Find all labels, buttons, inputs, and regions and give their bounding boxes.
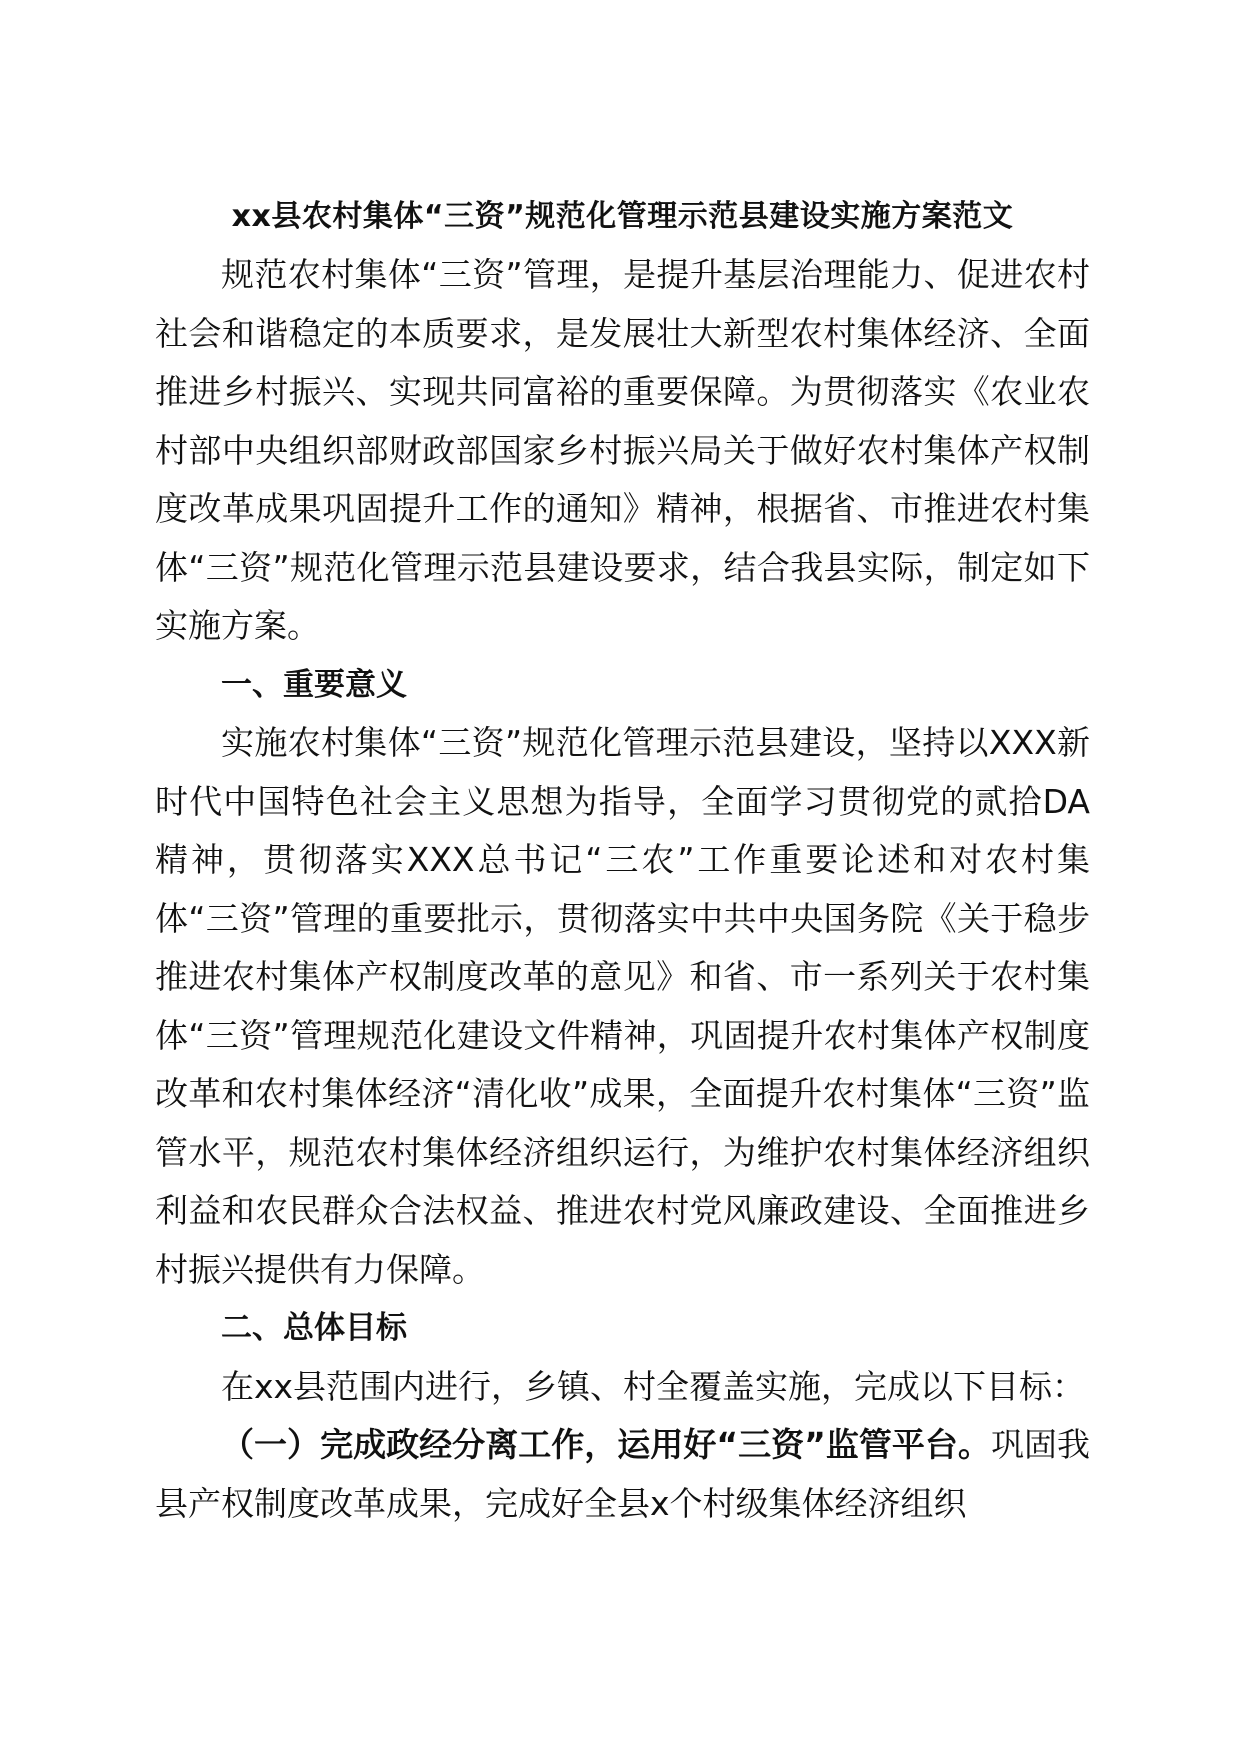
section-1-paragraph: 实施农村集体“三资”规范化管理示范县建设，坚持以XXX新时代中国特色社会主义思想为指导，全面学习贯彻党的贰拾DA精神，贯彻落实XXX总书记“三农”工作重要论述和对农村集体“三资”管理的重要批示，贯彻落实中共中央国务院《关于稳步推进农村集体产权制度改革的意见》和省、市一系列关于农村集体“三资”管理规范化建设文件精神，巩固提升农村集体产权制度改革和农村集体经济“清化收”成果，全面提升农村集体“三资”监管水平，规范农村集体经济组织运行，为维护农村集体经济组织利益和农民群众合法权益、推进农村党风廉政建设、全面推进乡村振兴提供有力保障。 <box>155 723 1090 1289</box>
section-2-heading: 二、总体目标 <box>221 1310 407 1346</box>
section-2-item-1-heading: （一）完成政经分离工作，运用好“三资”监管平台。 <box>221 1425 991 1464</box>
section-2-paragraph: 在xx县范围内进行，乡镇、村全覆盖实施，完成以下目标： <box>221 1366 1086 1406</box>
section-2-item-1-paragraph <box>155 1416 1090 1533</box>
document-body <box>155 188 1090 1533</box>
intro-paragraph: 规范农村集体“三资”管理，是提升基层治理能力、促进农村社会和谐稳定的本质要求，是发展壮大新型农村集体经济、全面推进乡村振兴、实现共同富裕的重要保障。为贯彻落实《农业农村部中央组织部财政部国家乡村振兴局关于做好农村集体产权制度改革成果巩固提升工作的通知》精神，根据省、市推进农村集体“三资”规范化管理示范县建设要求，结合我县实际，制定如下实施方案。 <box>155 255 1090 645</box>
document-title: xx县农村集体“三资”规范化管理示范县建设实施方案范文 <box>231 199 1014 234</box>
section-1-heading: 一、重要意义 <box>221 666 407 703</box>
section-2-item-1-text: 巩固我县产权制度改革成果，完成好全县x个村级集体经济组织 <box>155 1425 1090 1523</box>
